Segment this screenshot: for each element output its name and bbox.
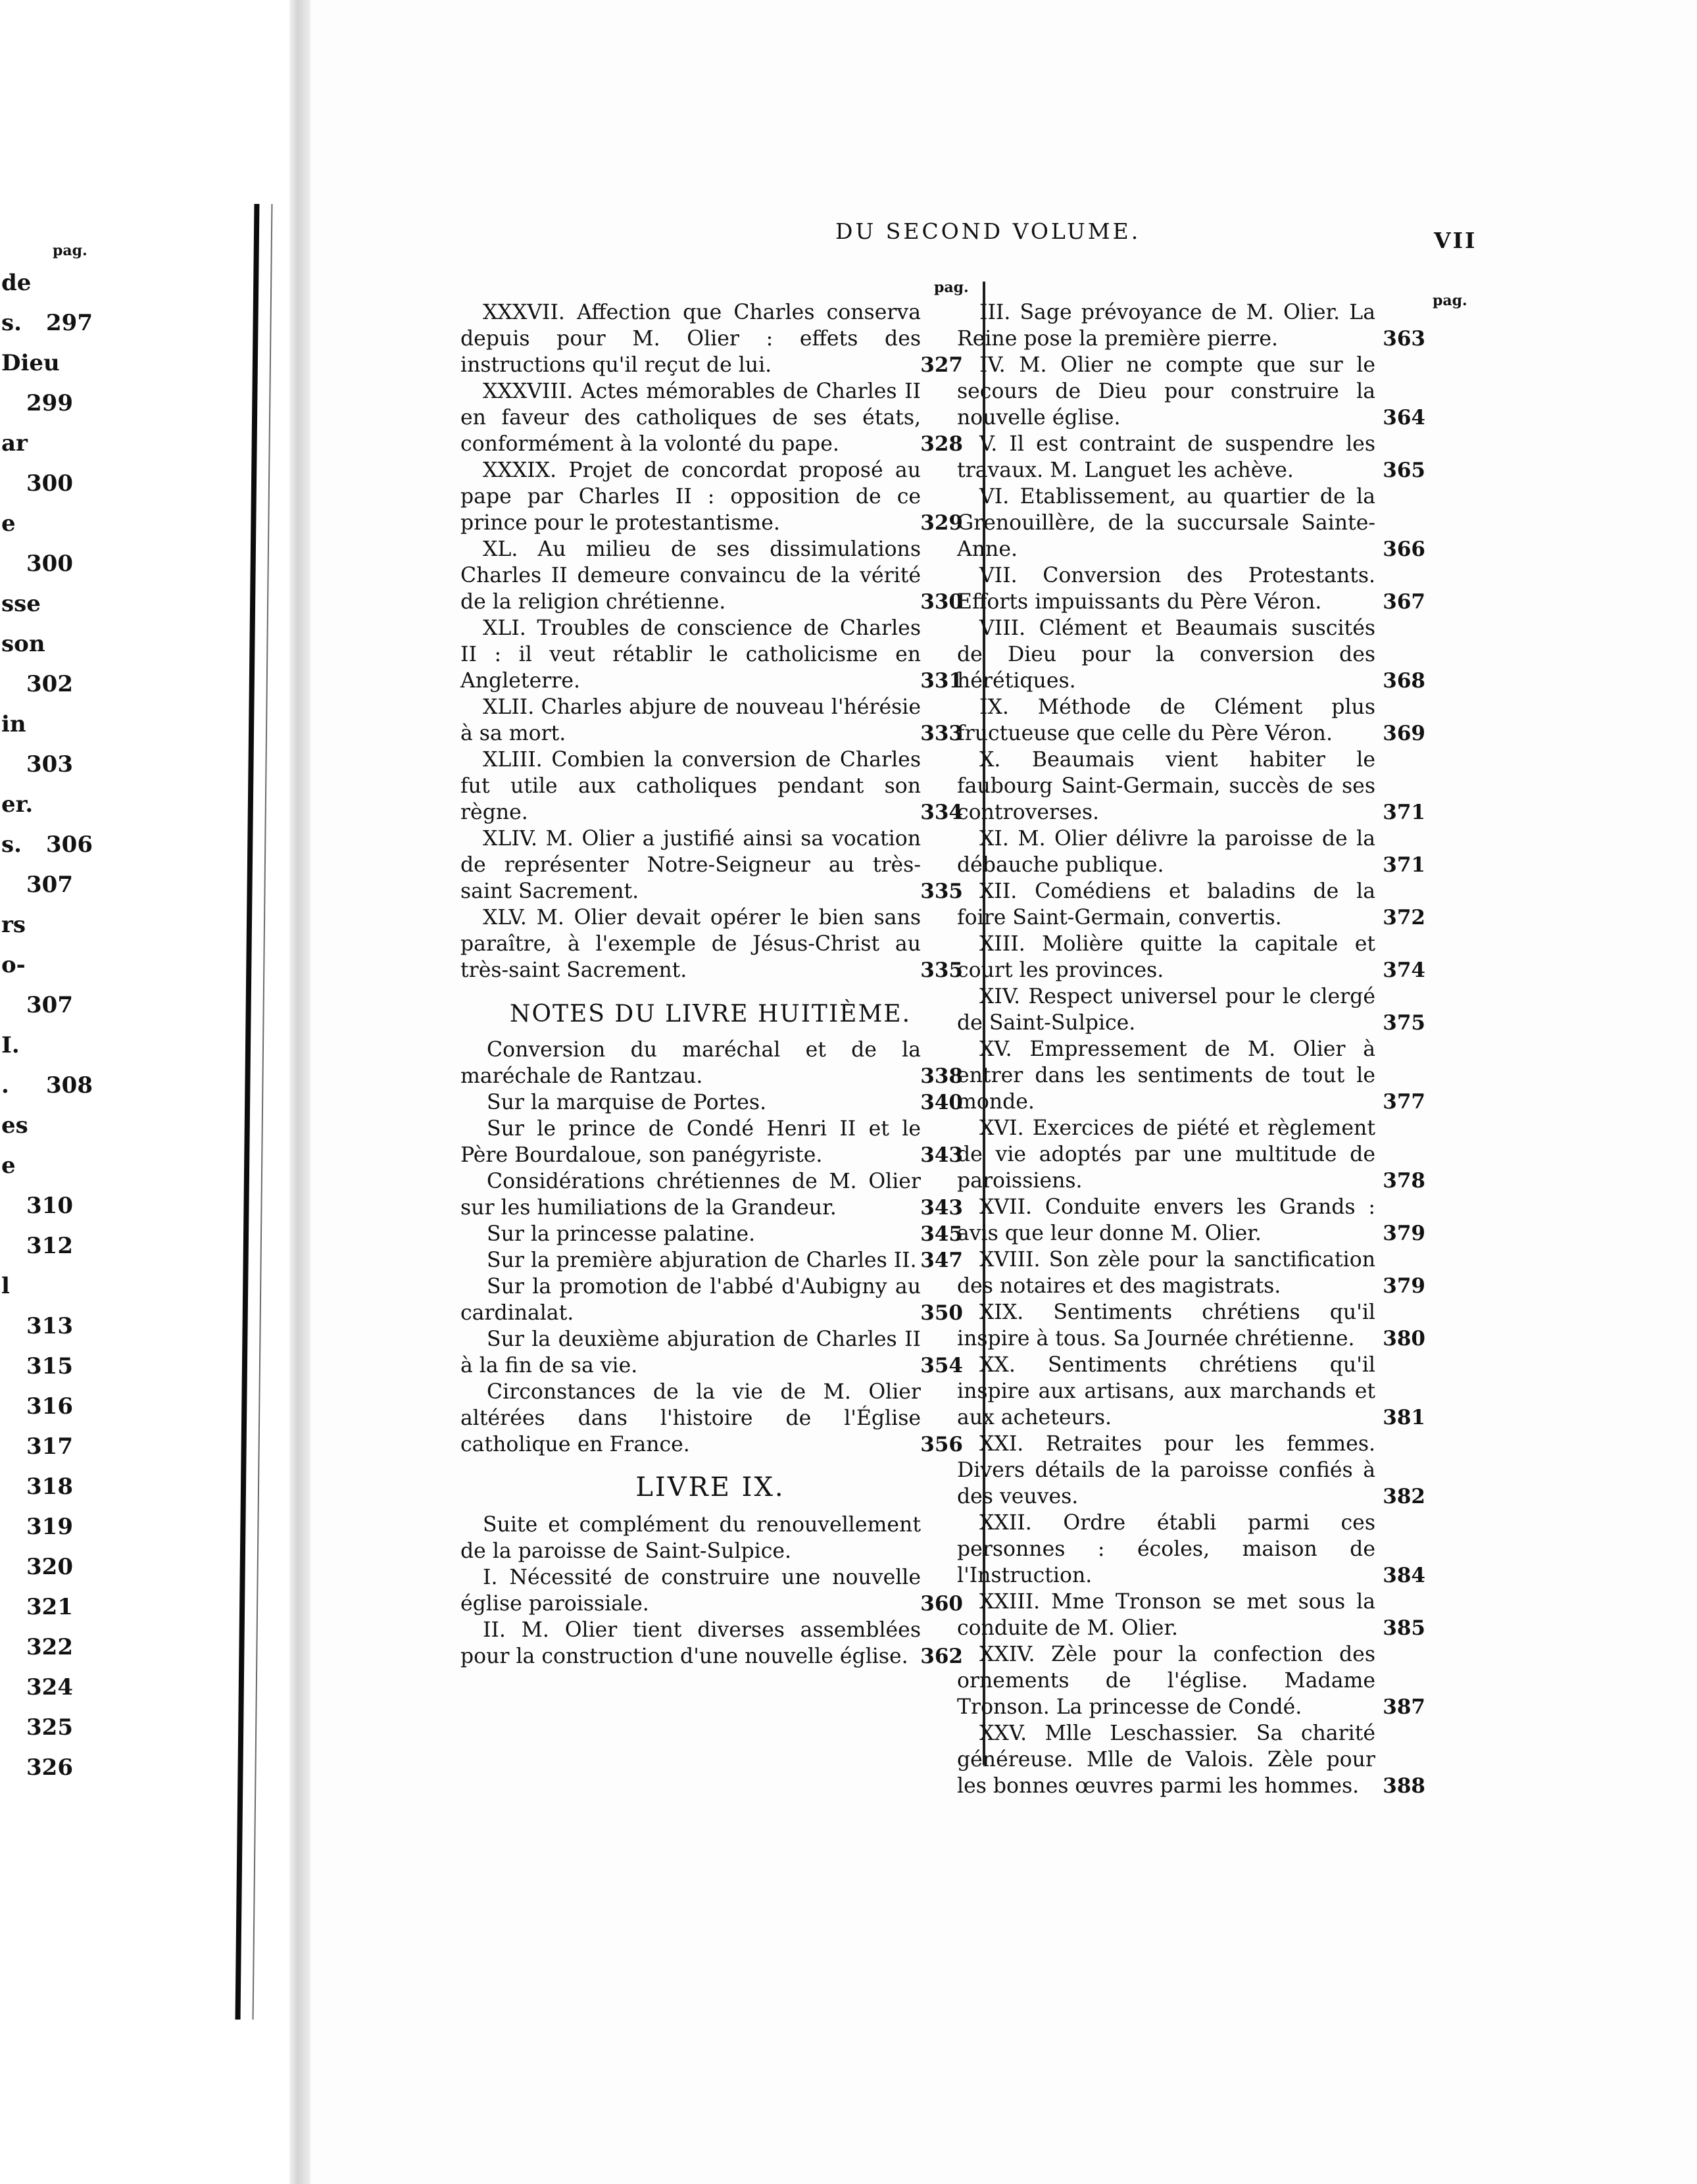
left-page-text-fragment: rs <box>1 912 26 938</box>
toc-entry <box>957 1720 1425 1799</box>
livre-intro <box>460 1512 960 1564</box>
toc-entry-page-number: 356 <box>920 1433 963 1456</box>
left-page-text-fragment: . <box>1 1072 9 1099</box>
folio-number: VII <box>1434 228 1477 253</box>
toc-entry-text: IX. Méthode de Clément plus fructueuse que celle du Père Véron. <box>957 695 1375 745</box>
toc-entry-text: X. Beaumais vient habiter le faubourg Saint-Germain, succès de ses controverses. <box>957 748 1375 824</box>
toc-entry <box>460 457 963 536</box>
toc-entry-page-number: 334 <box>920 801 963 824</box>
toc-entry-page-number: 347 <box>920 1249 963 1272</box>
toc-entry <box>957 1510 1425 1589</box>
toc-entry <box>460 1247 963 1274</box>
toc-entry <box>957 431 1425 484</box>
toc-entry-page-number: 379 <box>1383 1222 1425 1245</box>
toc-entry-page-number: 331 <box>920 669 963 693</box>
left-page-number: 303 <box>26 751 73 778</box>
left-page-number: 310 <box>26 1193 73 1219</box>
toc-entry-page-number: 340 <box>920 1091 963 1114</box>
left-page-text-fragment: Dieu <box>1 350 60 376</box>
page-gutter <box>289 0 310 2184</box>
toc-entry <box>957 484 1425 562</box>
toc-entry-page-number: 343 <box>920 1196 963 1220</box>
toc-entry-text: II. M. Olier tient diverses assemblées pour la construction d'une nouvelle église. <box>460 1618 921 1668</box>
toc-entry-page-number: 374 <box>1383 958 1425 982</box>
livre-heading: LIVRE IX. <box>635 1472 785 1502</box>
toc-entry-page-number: 364 <box>1383 406 1425 430</box>
toc-entry <box>957 1247 1425 1299</box>
toc-entry <box>460 536 963 615</box>
left-page-number: 321 <box>26 1594 73 1620</box>
toc-entry <box>957 1036 1425 1115</box>
toc-entry-page-number: 385 <box>1383 1616 1425 1640</box>
toc-entry-text: XXII. Ordre établi parmi ces personnes : écoles, maison de l'Instruction. <box>957 1511 1375 1587</box>
toc-entry-page-number: 384 <box>1383 1564 1425 1587</box>
toc-entry-page-number: 345 <box>920 1222 963 1246</box>
toc-entry-page-number: 335 <box>920 880 963 903</box>
toc-entry-page-number: 365 <box>1383 459 1425 482</box>
left-page-text-fragment: e <box>1 1153 16 1179</box>
chapter-entries-left <box>460 299 963 983</box>
left-page-number: 300 <box>26 470 73 497</box>
left-page-number: 307 <box>26 992 73 1018</box>
toc-entry-text: XIII. Molière quitte la capitale et court les provinces. <box>957 932 1375 982</box>
toc-entry-page-number: 379 <box>1383 1274 1425 1298</box>
toc-entry <box>460 1564 963 1617</box>
toc-entry-page-number: 335 <box>920 958 963 982</box>
toc-entry-page-number: 372 <box>1383 906 1425 930</box>
toc-entry-page-number: 368 <box>1383 669 1425 693</box>
toc-entry-text: V. Il est contraint de suspendre les travaux. M. Languet les achève. <box>957 432 1375 482</box>
toc-entry-text: XVIII. Son zèle pour la sanctification des notaires et des magistrats. <box>957 1248 1375 1298</box>
toc-entry-text: XXIV. Zèle pour la confection des ornements de l'église. Madame Tronson. La princesse de Condé. <box>957 1643 1375 1719</box>
left-page-number: 308 <box>46 1072 93 1099</box>
toc-entry <box>957 299 1425 352</box>
left-page-number: 324 <box>26 1674 73 1700</box>
toc-entry-page-number: 371 <box>1383 853 1425 877</box>
toc-entry <box>957 1641 1425 1720</box>
toc-entry-text: XXV. Mlle Leschassier. Sa charité généreuse. Mlle de Valois. Zèle pour les bonnes œuvres parmi les hommes. <box>957 1722 1375 1798</box>
toc-entry <box>460 378 963 457</box>
toc-entry <box>957 1352 1425 1431</box>
toc-entry-text: VIII. Clément et Beaumais suscités de Dieu pour la conversion des hérétiques. <box>957 616 1375 693</box>
toc-entry-page-number: 360 <box>920 1592 963 1616</box>
toc-entry <box>957 747 1425 826</box>
toc-entry-page-number: 354 <box>920 1354 963 1377</box>
toc-entry <box>460 1168 963 1221</box>
toc-entry <box>957 878 1425 931</box>
toc-entry-text: XLIV. M. Olier a justifié ainsi sa vocation de représenter Notre-Seigneur au très-saint Sacrement. <box>460 827 921 903</box>
right-column-pag-label: pag. <box>1433 292 1467 309</box>
toc-entry <box>460 1037 963 1089</box>
left-page-text-fragment: in <box>1 711 26 737</box>
toc-entry <box>957 1299 1425 1352</box>
toc-entry <box>957 1589 1425 1641</box>
left-page-number: 306 <box>46 831 93 858</box>
toc-entry-text: XXIII. Mme Tronson se met sous la conduite de M. Olier. <box>957 1590 1375 1640</box>
toc-entry-text: XXI. Retraites pour les femmes. Divers détails de la paroisse confiés à des veuves. <box>957 1432 1375 1508</box>
toc-entry-text: Sur la première abjuration de Charles II. <box>487 1249 917 1272</box>
left-page-number: 302 <box>26 671 73 697</box>
toc-entry-page-number: 377 <box>1383 1090 1425 1114</box>
toc-entry-text: VI. Etablissement, au quartier de la Grenouillère, de la succursale Sainte-Anne. <box>957 485 1375 561</box>
left-page-text-fragment: er. <box>1 791 34 818</box>
toc-entry-page-number: 362 <box>920 1645 963 1668</box>
toc-entry-page-number: 327 <box>920 353 963 377</box>
toc-entry <box>460 1116 963 1168</box>
toc-entry <box>460 826 963 905</box>
toc-entry-text: Sur la promotion de l'abbé d'Aubigny au cardinalat. <box>460 1275 921 1325</box>
left-page-number: 300 <box>26 551 73 577</box>
toc-entry-text: VII. Conversion des Protestants. Efforts impuissants du Père Véron. <box>957 564 1375 614</box>
toc-entry <box>957 983 1425 1036</box>
left-page-number: 297 <box>46 310 93 336</box>
toc-entry-text: Considérations chrétiennes de M. Olier sur les humiliations de la Grandeur. <box>460 1170 921 1220</box>
toc-entry-page-number: 330 <box>920 590 963 614</box>
toc-entry <box>957 352 1425 431</box>
left-page-number: 316 <box>26 1393 73 1420</box>
left-column-pag-label: pag. <box>934 279 969 296</box>
toc-entry <box>957 694 1425 747</box>
left-page-text-fragment: ar <box>1 430 28 457</box>
toc-entry-text: Sur le prince de Condé Henri II et le Père Bourdaloue, son panégyriste. <box>460 1117 921 1167</box>
toc-entry-page-number: 363 <box>1383 327 1425 351</box>
toc-entry-page-number: 382 <box>1383 1485 1425 1508</box>
left-page-text-fragment: I. <box>1 1032 20 1058</box>
toc-entry <box>460 694 963 747</box>
toc-entry-text: XXXVIII. Actes mémorables de Charles II en faveur des catholiques de ses états, conformément à la volonté du pape. <box>460 380 921 456</box>
toc-entry <box>957 1194 1425 1247</box>
toc-entry-text: IV. M. Olier ne compte que sur le secours de Dieu pour construire la nouvelle église. <box>957 353 1375 430</box>
left-page-number: 320 <box>26 1554 73 1580</box>
left-page-number: 313 <box>26 1313 73 1339</box>
toc-entry-text: XLIII. Combien la conversion de Charles fut utile aux catholiques pendant son règne. <box>460 748 921 824</box>
toc-entry-text: Circonstances de la vie de M. Olier altérées dans l'histoire de l'Église catholique en France. <box>460 1380 921 1456</box>
left-page-text-fragment: l <box>1 1273 10 1299</box>
left-page-number: 315 <box>26 1353 73 1379</box>
toc-entry-text: XX. Sentiments chrétiens qu'il inspire aux artisans, aux marchands et aux acheteurs. <box>957 1353 1375 1429</box>
toc-entry-page-number: 380 <box>1383 1327 1425 1351</box>
toc-entry-page-number: 367 <box>1383 590 1425 614</box>
toc-entry-text: XVI. Exercices de piété et règlement de vie adoptés par une multitude de paroissiens. <box>957 1116 1375 1193</box>
toc-entry <box>460 1617 963 1670</box>
left-page-number: 325 <box>26 1714 73 1741</box>
left-page-number: 299 <box>26 390 73 416</box>
left-page-number: 317 <box>26 1433 73 1460</box>
toc-entry-text: XIX. Sentiments chrétiens qu'il inspire à tous. Sa Journée chrétienne. <box>957 1301 1375 1351</box>
toc-entry-page-number: 333 <box>920 722 963 745</box>
left-page-number: 326 <box>26 1754 73 1781</box>
toc-entry-page-number: 328 <box>920 432 963 456</box>
toc-entry-page-number: 387 <box>1383 1695 1425 1719</box>
toc-entry-page-number: 369 <box>1383 722 1425 745</box>
toc-entry-page-number: 388 <box>1383 1774 1425 1798</box>
toc-entry <box>460 615 963 694</box>
toc-entry-page-number: 375 <box>1383 1011 1425 1035</box>
left-page-pag-label: pag. <box>53 242 87 259</box>
left-page-text-fragment: s. <box>1 831 22 858</box>
toc-entry-page-number: 371 <box>1383 801 1425 824</box>
left-page-number: 307 <box>26 872 73 898</box>
toc-entry <box>460 1379 963 1458</box>
toc-entry-text: Sur la deuxième abjuration de Charles II à la fin de sa vie. <box>460 1328 921 1377</box>
toc-entry <box>957 1115 1425 1194</box>
toc-entry <box>460 1274 963 1326</box>
toc-entry <box>957 931 1425 983</box>
toc-left-column <box>460 299 963 1766</box>
notes-heading: NOTES DU LIVRE HUITIÈME. <box>509 1001 912 1028</box>
left-page-number: 318 <box>26 1474 73 1500</box>
toc-entry <box>460 905 963 983</box>
toc-entry-text: XI. M. Olier délivre la paroisse de la débauche publique. <box>957 827 1375 877</box>
toc-entry-text: XLII. Charles abjure de nouveau l'hérésie à sa mort. <box>460 695 921 745</box>
toc-entry-text: XII. Comédiens et baladins de la foire Saint-Germain, convertis. <box>957 880 1375 930</box>
left-page-text-fragment: de <box>1 270 32 296</box>
toc-entry-text: XIV. Respect universel pour le clergé de Saint-Sulpice. <box>957 985 1375 1035</box>
livre-entries <box>460 1564 963 1670</box>
toc-entry-text: XLI. Troubles de conscience de Charles II : il veut rétablir le catholicisme en Angleterre. <box>460 616 921 693</box>
left-page-number: 312 <box>26 1233 73 1259</box>
toc-entry-text: XXXVII. Affection que Charles conserva depuis pour M. Olier : effets des instructions qu'il reçut de lui. <box>460 301 921 377</box>
left-page-number: 319 <box>26 1514 73 1540</box>
toc-entry <box>460 1326 963 1379</box>
toc-entry <box>957 1431 1425 1510</box>
toc-entry-page-number: 343 <box>920 1143 963 1167</box>
toc-entry <box>957 826 1425 878</box>
livre-intro-text: Suite et complément du renouvellement de la paroisse de Saint-Sulpice. <box>460 1513 921 1563</box>
running-head: DU SECOND VOLUME. <box>835 218 1141 244</box>
toc-entry-text: XXXIX. Projet de concordat proposé au pape par Charles II : opposition de ce prince pour le protestantisme. <box>460 459 921 535</box>
toc-entry-page-number: 329 <box>920 511 963 535</box>
toc-entry-page-number: 378 <box>1383 1169 1425 1193</box>
left-page-text-fragment: es <box>1 1112 28 1139</box>
toc-entry-page-number: 366 <box>1383 537 1425 561</box>
left-page-text-fragment: s. <box>1 310 22 336</box>
toc-entry-text: III. Sage prévoyance de M. Olier. La Reine pose la première pierre. <box>957 301 1375 351</box>
toc-entry-page-number: 338 <box>920 1064 963 1088</box>
toc-entry-text: Sur la princesse palatine. <box>487 1222 756 1246</box>
toc-entry-text: XL. Au milieu de ses dissimulations Charles II demeure convaincu de la vérité de la religion chrétienne. <box>460 537 921 614</box>
left-page-text-fragment: son <box>1 631 45 657</box>
left-page-text-fragment: sse <box>1 591 41 617</box>
toc-entry <box>957 615 1425 694</box>
left-page-number: 322 <box>26 1634 73 1660</box>
toc-entry <box>460 299 963 378</box>
toc-entry-text: Sur la marquise de Portes. <box>487 1091 767 1114</box>
toc-entry-text: I. Nécessité de construire une nouvelle église paroissiale. <box>460 1566 921 1616</box>
toc-entry-page-number: 381 <box>1383 1406 1425 1429</box>
toc-entry-text: XLV. M. Olier devait opérer le bien sans paraître, à l'exemple de Jésus-Christ au très-saint Sacrement. <box>460 906 921 982</box>
toc-entry <box>460 1089 963 1116</box>
toc-entry <box>460 747 963 826</box>
toc-right-column <box>957 299 1425 1798</box>
toc-entry-page-number: 350 <box>920 1301 963 1325</box>
toc-entry-text: Conversion du maréchal et de la maréchale de Rantzau. <box>460 1038 921 1088</box>
left-page-text-fragment: o- <box>1 952 26 978</box>
toc-entry-text: XVII. Conduite envers les Grands : avis que leur donne M. Olier. <box>957 1195 1375 1245</box>
notes-entries <box>460 1037 963 1458</box>
left-page-text-fragment: e <box>1 510 16 537</box>
chapter-entries-right <box>957 299 1425 1799</box>
toc-entry <box>460 1221 963 1247</box>
toc-entry-text: XV. Empressement de M. Olier à entrer dans les sentiments de tout le monde. <box>957 1037 1375 1114</box>
toc-entry <box>957 562 1425 615</box>
